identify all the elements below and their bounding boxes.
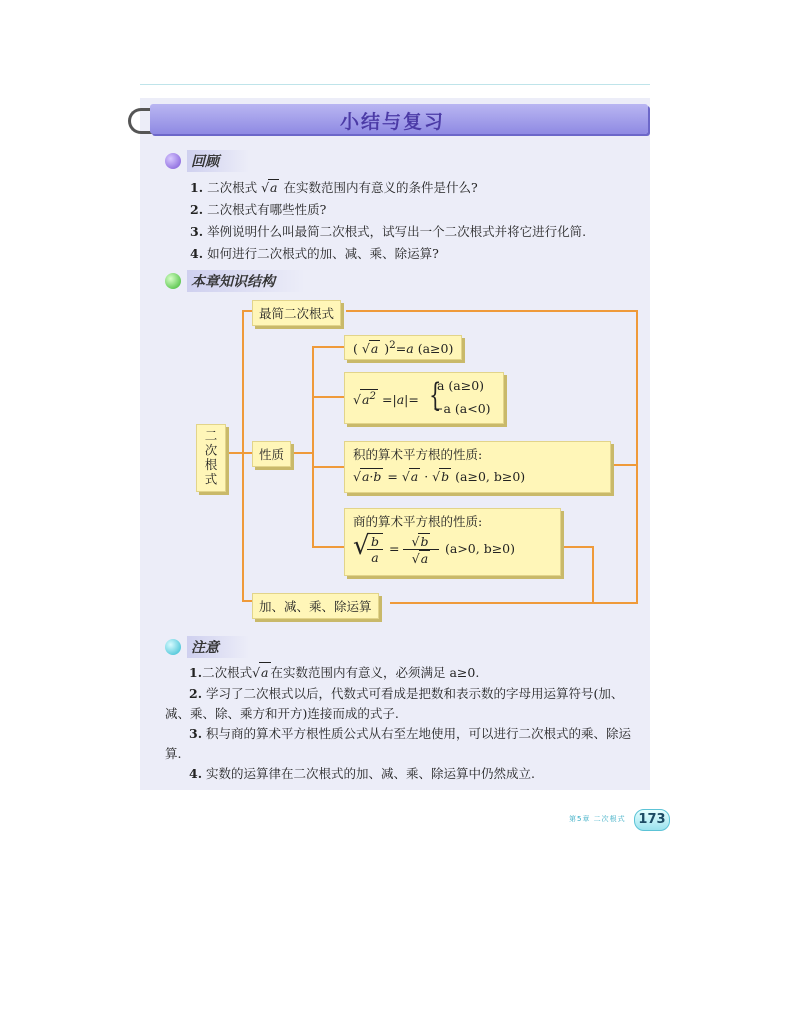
product-right-line — [610, 464, 638, 466]
top-rule — [140, 84, 650, 85]
review-item-3: 3. 举例说明什么叫最简二次根式，试写出一个二次根式并将它进行化简. — [190, 224, 587, 239]
structure-heading: 本章知识结构 — [187, 270, 305, 292]
prop2-case2: −a (a<0) — [433, 401, 491, 416]
note-item-4: 4. 实数的运算律在二次根式的加、减、乘、除运算中仍然成立. — [189, 766, 536, 781]
simplest-box: 最简二次根式 — [252, 300, 341, 326]
chapter-label: 第5章 二次根式 — [569, 815, 626, 823]
product-box: 积的算术平方根的性质: √a·b = √a · √b (a≥0, b≥0) — [344, 441, 611, 493]
prop4-link — [312, 546, 344, 548]
right-spine — [636, 310, 638, 604]
quotient-title: 商的算术平方根的性质: — [353, 514, 483, 529]
review-item-1: 1. 二次根式 √a 在实数范围内有意义的条件是什么? — [190, 180, 478, 195]
operations-box: 加、减、乘、除运算 — [252, 593, 379, 619]
page-title: 小结与复习 — [340, 111, 446, 133]
leaf-icon — [165, 273, 181, 289]
review-heading: 回顾 — [187, 150, 249, 172]
review-item-4: 4. 如何进行二次根式的加、减、乘、除运算? — [190, 246, 439, 261]
quotient-condition: (a>0, b≥0) — [445, 541, 516, 556]
person-icon — [165, 153, 181, 169]
quotient-down-line — [592, 546, 594, 602]
root-box: 二次根式 — [196, 424, 226, 492]
props-stub — [292, 452, 314, 454]
root-spine — [242, 310, 244, 602]
properties-box: 性质 — [252, 441, 291, 467]
prop2-box: $√a^2 =|a|=$ { a (a≥0) −a (a<0) — [344, 372, 504, 424]
quotient-box: 商的算术平方根的性质: √ b a = √b √a (a>0, b≥0) — [344, 508, 561, 576]
notes-header — [165, 636, 249, 658]
review-header — [165, 150, 249, 172]
prop3-link — [312, 466, 344, 468]
prop2-link — [312, 396, 344, 398]
structure-header — [165, 270, 305, 292]
simplest-right-line — [346, 310, 638, 312]
review-item-2: 2. 二次根式有哪些性质? — [190, 202, 327, 217]
note-item-1: 1.二次根式√a 在实数范围内有意义，必须满足 a≥0. — [165, 662, 659, 683]
prop1-link — [312, 346, 344, 348]
product-title: 积的算术平方根的性质: — [353, 447, 483, 462]
product-condition: (a≥0, b≥0) — [455, 469, 526, 484]
operations-right-line — [390, 602, 638, 604]
prop2-case1: a (a≥0) — [437, 378, 485, 393]
note-item-3: 3. 积与商的算术平方根性质公式从右至左地使用，可以进行二次根式的乘、除运算. — [165, 726, 632, 761]
prop1-condition: (a≥0) — [417, 341, 454, 357]
prop1-box: ( √a )$^2$=a (a≥0) — [344, 335, 462, 360]
bulb-icon — [165, 639, 181, 655]
page-number: 173 — [634, 809, 670, 831]
notes-heading: 注意 — [187, 636, 249, 658]
note-item-2: 2. 学习了二次根式以后，代数式可看成是把数和表示数的字母用运算符号(加、减、乘、除、乘方和开方)连接而成的式子. — [165, 686, 624, 721]
quotient-right-line — [560, 546, 594, 548]
props-spine — [312, 346, 314, 546]
